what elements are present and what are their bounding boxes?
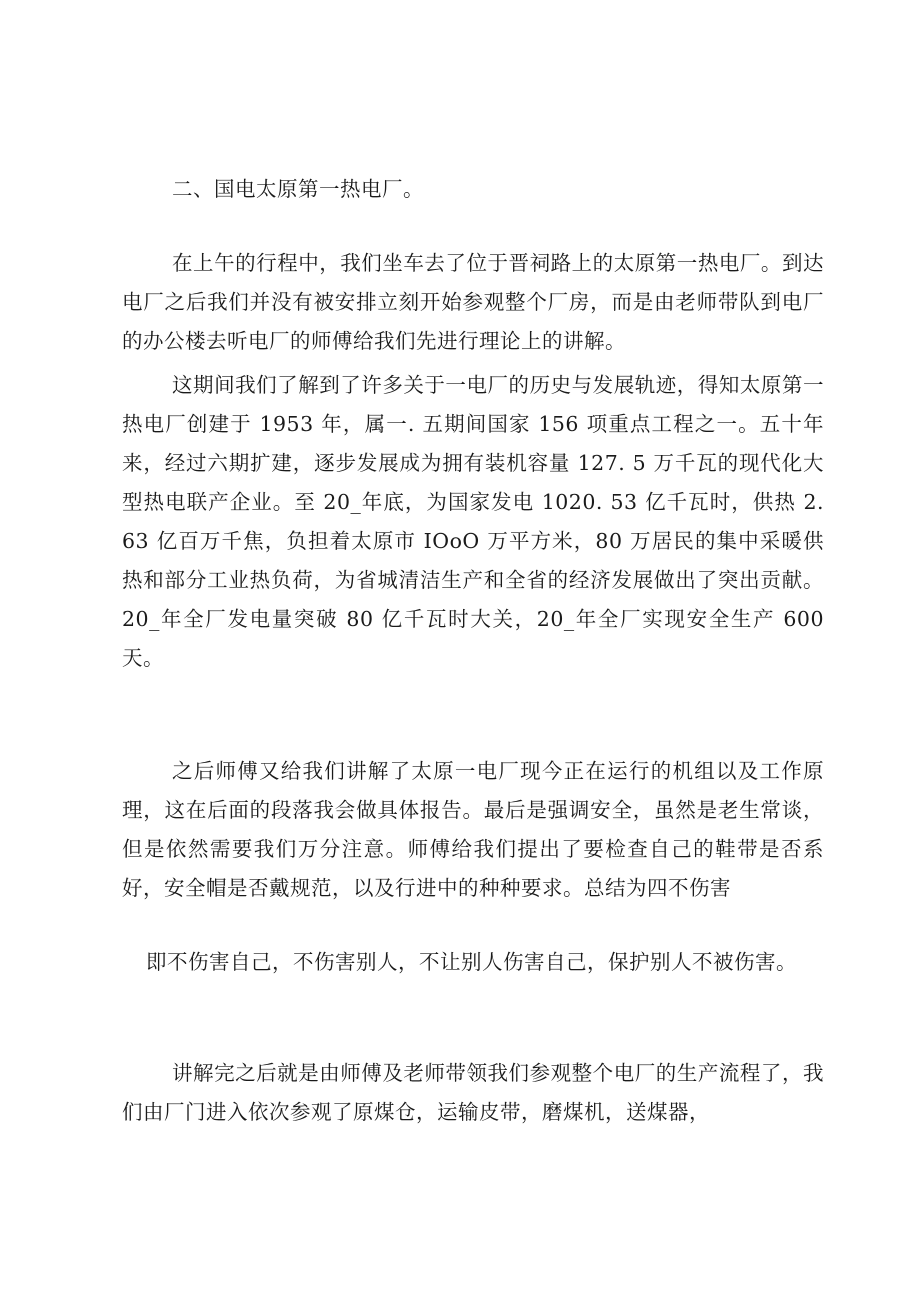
paragraph: 这期间我们了解到了许多关于一电厂的历史与发展轨迹，得知太原第一热电厂创建于 1953 年，属一. 五期间国家 156 项重点工程之一。五十年来，经过六期扩建，逐步发展成为拥有装机容量 127. 5 万千瓦的现代化大型热电联产企业。至 20_年底，为国家发电 1020. 53 亿千瓦时，供热 2. 63 亿百万千焦，负担着太原市 IOoO 万平方米，80 万居民的集中采暖供热和部分工业热负荷，为省城清洁生产和全省的经济发展做出了突出贡献。20_年全厂发电量突破 80 亿千瓦时大关，20_年全厂实现安全生产 600 天。 <box>122 373 824 670</box>
section-title: 二、国电太原第一热电厂。 <box>172 177 424 201</box>
paragraph: 即不伤害自己，不伤害别人，不让别人伤害自己，保护别人不被伤害。 <box>146 950 797 974</box>
paragraph: 之后师傅又给我们讲解了太原一电厂现今正在运行的机组以及工作原理，这在后面的段落我会做具体报告。最后是强调安全，虽然是老生常谈，但是依然需要我们万分注意。师傅给我们提出了要检查自己的鞋带是否系好，安全帽是否戴规范，以及行进中的种种要求。总结为四不伤害 <box>122 759 824 900</box>
paragraph: 讲解完之后就是由师傅及老师带领我们参观整个电厂的生产流程了，我们由厂门进入依次参观了原煤仓，运输皮带，磨煤机，送煤器， <box>122 1061 824 1124</box>
paragraph: 在上午的行程中，我们坐车去了位于晋祠路上的太原第一热电厂。到达电厂之后我们并没有被安排立刻开始参观整个厂房，而是由老师带队到电厂的办公楼去听电厂的师傅给我们先进行理论上的讲解。 <box>122 251 824 353</box>
